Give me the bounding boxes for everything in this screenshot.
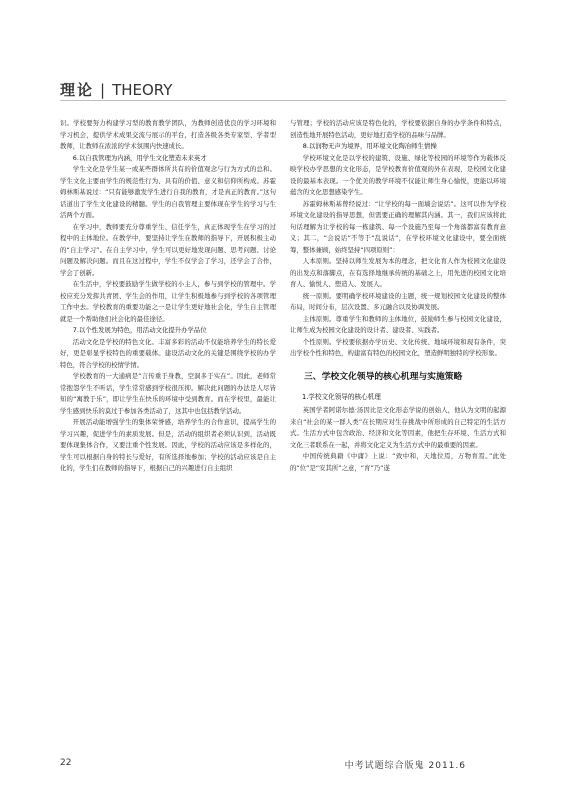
- paragraph: 统一原则。要明确学校环境建设的主题，统一规划校园文化建设的整体布局，时间分布，层次设置、多元融合以及协调发展。: [290, 291, 506, 311]
- subsection-heading: 6.以自我管理为内涵，用学生文化塑造未来英才: [72, 153, 207, 162]
- section-label-en: THEORY: [112, 81, 173, 99]
- right-column: [290, 118, 506, 618]
- paragraph: 人本原则。坚持以师生发展为本的理念，把文化育人作为校园文化建设的出发点和落脚点，在有选择地继承传统的基础之上，用先进的校园文化培育人、愉悦人、塑造人、发展人。: [290, 257, 506, 288]
- paragraph: 在生活中，学校要鼓励学生做学校的小主人，参与到学校的管理中。学校应充分发挥共青团、学生会的作用，让学生积极地参与到学校的各项管理工作中去。学校教育的重要功能之一是让学生更好地社会化，学生自主管理就是一个帮助他们社会化的最佳途径。: [60, 280, 276, 323]
- page-header: [60, 79, 172, 100]
- subsection-heading: 8.以润物无声为境界，用环境文化陶冶师生情操: [302, 142, 437, 150]
- paragraph-continued: 识。学校要努力构建学习型的教育教学团队，为教师创造优良的学习环境和学习机会，提供学术成果交流与展示的平台，打造各级各类专家型、学者型教师，让教师在浓浓的学术氛围内快速成长。: [60, 119, 276, 150]
- paragraph: 学校环境文化是以学校的建筑、设施、绿化等校园的环境等作为载体反映学校办学思想的文化形态，是学校教育价值观的外在表现，是校园文化建设的最基本表现。一个优美的教学环境不仅能让师生身心愉悦，更能以环境蕴含的文化思想感染学生。: [290, 153, 506, 196]
- section-separator: |: [100, 81, 107, 99]
- paragraph: 活动文化是学校的特色文化。丰富多彩的活动不仅能培养学生的特长爱好，更是彰显学校特色的重要载体。建设活动文化的关键是围绕学校的办学特色，符合学校的校情学情。: [60, 337, 276, 369]
- subsection-heading: 1.学校文化领导的核心机理: [302, 392, 381, 401]
- left-column: [60, 118, 276, 618]
- header-divider: [60, 100, 506, 101]
- article-body: [60, 118, 506, 618]
- subsection-heading: 7.以个性发展为特色，用活动文化提升办学品位: [72, 326, 207, 334]
- paragraph: 苏霍姆林斯基曾经说过：“让学校的每一面墙会说话”。这可以作为学校环境文化建设的指导思想，但需要正确的理解其内涵。其一，我们应该将此句话理解为让学校的每一栋建筑、每一个设施乃至每一个角落都富有教育意义；其二，“会说话”不等于“乱说话”，在学校环境文化建设中，要全面统筹，整体兼顾，始终坚持“四项原则”：: [290, 199, 506, 254]
- paragraph: 中国传统典籍《中庸》上说：“致中和，天地位焉，万物育焉。”此处的“位”是“安其所”之意，“育”乃“遂: [290, 452, 506, 472]
- paragraph: 学校教育的一大通病是“言传重于身教，空洞多于实在”。因此，老师常常抱怨学生不听话，学生常常感到学校很压抑。解决此问题的办法是人尽皆知的“寓教于乐”，即让学生在快乐的环境中受到教育。而在学校里，最能让学生感到快乐的莫过于参加各类活动了，这其中也包括教学活动。: [60, 372, 276, 415]
- paragraph: 主体原则。尊重学生和教师的主体地位，鼓励师生参与校园文化建设，让师生成为校园文化建设的设计者、建设者、实践者。: [290, 314, 506, 334]
- paragraph: 开展活动能增强学生的集体荣誉感，培养学生的合作意识，提高学生的学习兴趣，促进学生的素质发展。但是，活动的组织者必须认识到，活动既要体现集体合作，又要注重个性发展。因此，学校的活动应该是多样化的，学生可以根据自身的特长与爱好，有所选择地参加；学校的活动应该是自主化的，学生们在教师的指导下，根据自己的兴趣进行自主组织: [60, 418, 276, 472]
- paragraph: 学生文化是学生某一或某些群体所共有的价值观念与行为方式的总和。学生文化主要由学生的规范性行为、具有的价值、意义和信仰所构成。苏霍姆林斯基说过：“只有能够激发学生进行自我的教育，才是真正的教育。”这句话道出了学生文化建设的精髓。学生的自我管理主要体现在学生的学习与生活两个方面。: [60, 165, 276, 219]
- section-label-zh: 理论: [60, 81, 95, 99]
- paragraph: 英国学者阿诺尔德·汤因比是文化形态学说的创始人，他认为文明的起源来自“社会的某一群人类”在长期应对生存挑战中所形成的自己特定的生活方式。生活方式中包含政治、经济和文化等因素，他把生存环境、生活方式和文化三者联系在一起，并将文化定义为生活方式中的最重要的因素。: [290, 406, 506, 449]
- journal-issue: 中考试题综合版鬼 2011.6: [344, 761, 466, 771]
- page-number: 22: [60, 758, 72, 768]
- paragraph: 个性原则。学校要依据办学历史、文化传统、地域环境和现有条件，突出学校个性和特色，构建富有特色的校园文化，塑造鲜明独特的学校形象。: [290, 337, 506, 357]
- paragraph: 在学习中，教师要充分尊重学生、信任学生，真正体现学生在学习的过程中的主体地位。在教学中，要坚持让学生在教师的指导下，开展积极主动的“自主学习”。在自主学习中，学生可以更好地发现问题、思考问题、讨论问题及解决问题。而且在这过程中，学生不仅学会了学习，还学会了合作，学会了创新。: [60, 222, 276, 277]
- section-heading: 三、学校文化领导的核心机理与实施策略: [304, 371, 463, 382]
- paragraph-continued: 与管理；学校的活动应该是特色化的，学校要依据自身的办学条件和特点，创造性地开展特色活动，更好地打造学校的品味与品牌。: [290, 119, 506, 139]
- page-footer: [60, 758, 506, 771]
